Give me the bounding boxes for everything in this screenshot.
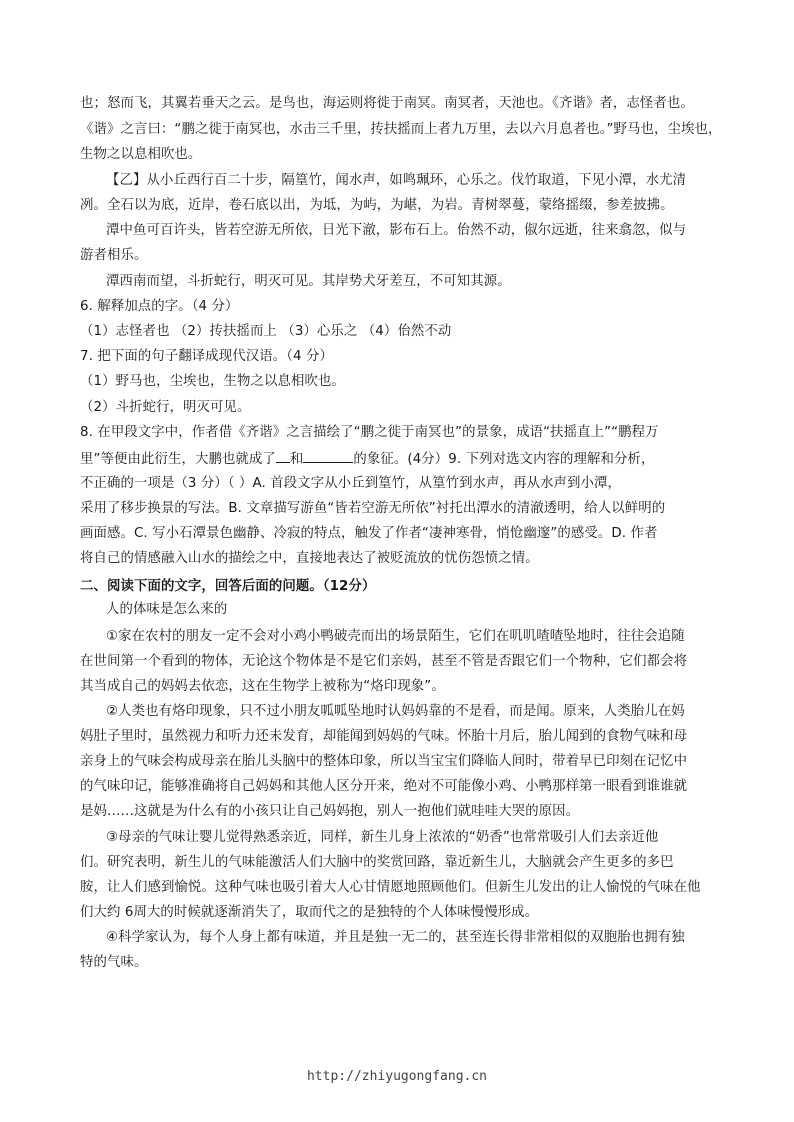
question-7-item-2: （2）斗折蛇行，明灭可见。: [80, 400, 251, 415]
paragraph-2: 妈肚子里时，虽然视力和听力还未发育，却能闻到妈妈的气味。怀胎十月后，胎儿闻到的食物气味和母: [80, 729, 688, 744]
question-9: 不正确的一项是（3 分）（ ）A. 首段文字从小丘到篁竹，从篁竹到水声，再从水声到小潭，: [80, 476, 622, 491]
q8-text-2: 和: [289, 452, 304, 467]
question-6-items: （1）志怪者也 （2）抟扶摇而上 （3）心乐之 （4）佁然不动: [80, 324, 452, 339]
paragraph-2: 亲身上的气味会构成母亲在胎儿头脑中的整体印象，所以当宝宝们降临人间时，带着早已印刻在记忆中: [80, 754, 688, 769]
text-line: 《谐》之言曰：“鹏之徙于南冥也，水击三千里，抟扶摇而上者九万里，去以六月息者也。”野马也，尘埃也，: [80, 122, 722, 137]
paragraph-2: ②人类也有烙印现象，只不过小朋友呱呱坠地时认妈妈靠的不是看，而是闻。原来，人类胎儿在妈: [106, 704, 685, 719]
q8-text-3: 的象征。(4分）9. 下列对选文内容的理解和分析，: [353, 452, 655, 467]
question-7-item-1: （1）野马也，尘埃也，生物之以息相吹也。: [80, 374, 345, 389]
question-6: 6. 解释加点的字。（4 分）: [80, 299, 239, 314]
text-line: 潭西南而望，斗折蛇行，明灭可见。其岸势犬牙差互，不可知其源。: [106, 274, 511, 289]
question-8: 8. 在甲段文字中，作者借《齐谐》之言描绘了“鹏之徙于南冥也”的景象，成语“扶摇直上”“鹏程万: [80, 425, 659, 440]
section-heading: 二、阅读下面的文字，回答后面的问题。（12分）: [80, 579, 376, 594]
paragraph-4: ④科学家认为，每个人身上都有味道，并且是独一无二的，甚至连长得非常相似的双胞胎也拥有独: [106, 930, 685, 945]
paragraph-1: ①家在农村的朋友一定不会对小鸡小鸭破壳而出的场景陌生，它们在叽叽喳喳坠地时，往往会追随: [106, 629, 685, 644]
text-line: 也；怒而飞，其翼若垂天之云。是鸟也，海运则将徙于南冥。南冥者，天池也。《齐谐》者，志怪者也。: [80, 96, 694, 111]
answer-blank-2[interactable]: [303, 449, 353, 463]
text-line: 冽。全石以为底，近岸，卷石底以出，为坻，为屿，为嵁，为岩。青树翠蔓，蒙络摇缀，参差披拂。: [80, 198, 674, 213]
paragraph-3: 们。研究表明，新生儿的气味能激活人们大脑中的奖赏回路，靠近新生儿，大脑就会产生更多的多巴: [80, 855, 674, 870]
paragraph-3: ③母亲的气味让婴儿觉得熟悉亲近，同样，新生儿身上浓浓的“奶香”也常常吸引人们去亲近他: [106, 830, 659, 845]
text-line: 潭中鱼可百许头，皆若空游无所依，日光下澈，影布石上。佁然不动，俶尔远逝，往来翕忽，似与: [106, 223, 687, 238]
question-9-options: 将自己的情感融入山水的描绘之中，直接地表达了被贬流放的忧伤怨愤之情。: [80, 551, 539, 566]
paragraph-2: 的气味印记，能够准确将自己妈妈和其他人区分开来，绝对不可能像小鸡、小鸭那样第一眼看到谁谁就: [80, 779, 688, 794]
paragraph-3: 们大约 6周大的时候就逐渐消失了，取而代之的是独特的个人体味慢慢形成。: [80, 905, 539, 920]
q8-text-1: 里”等便由此衍生，大鹏也就成了: [80, 452, 276, 467]
footer-url[interactable]: http://zhiyugongfang.cn: [306, 1069, 487, 1084]
text-line: 生物之以息相吹也。: [80, 147, 202, 162]
paragraph-1: 在世间第一个看到的物体，无论这个物体是不是它们亲妈，甚至不管是否跟它们一个物种，它们都会将: [80, 654, 688, 669]
paragraph-4: 特的气味。: [80, 955, 148, 970]
question-8-line-2: [80, 449, 720, 469]
question-7: 7. 把下面的句子翻译成现代汉语。（4 分）: [80, 349, 333, 364]
text-line: 游者相乐。: [80, 248, 148, 263]
paragraph-3: 胺，让人们感到愉悦。这种气味也吸引着大人心甘情愿地照顾他们。但新生儿发出的让人愉悦的气味在他: [80, 880, 701, 895]
paragraph-2: 是妈……这就是为什么有的小孩只让自己妈妈抱，别人一抱他们就哇哇大哭的原因。: [80, 804, 580, 819]
paragraph-1: 其当成自己的妈妈去依恋，这在生物学上被称为“烙印现象”。: [80, 679, 445, 694]
text-line: 【乙】从小丘西行百二十步，隔篁竹，闻水声，如鸣珮环，心乐之。伐竹取道，下见小潭，水尤清: [106, 173, 687, 188]
question-9-options: 采用了移步换景的写法。B. 文章描写游鱼“皆若空游无所依”衬托出潭水的清澈透明，给人以鲜明的: [80, 501, 666, 516]
answer-blank-1[interactable]: [276, 449, 290, 463]
article-title: 人的体味是怎么来的: [106, 602, 228, 617]
question-9-options: 画面感。C. 写小石潭景色幽静、冷寂的特点，触发了作者“凄神寒骨，悄怆幽邃”的感受。D. 作者: [80, 526, 658, 541]
